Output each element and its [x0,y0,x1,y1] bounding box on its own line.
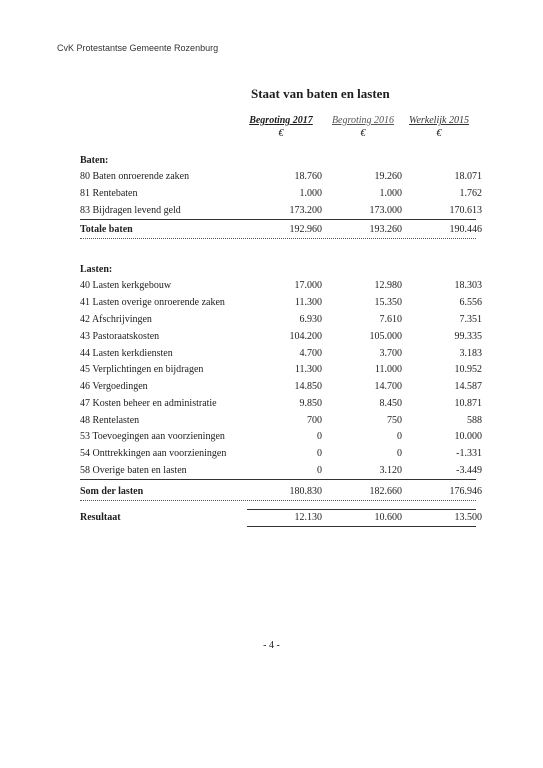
value-2015: -1.331 [456,448,482,459]
value-2015: 176.946 [449,486,482,497]
value-2015: 10.871 [454,398,482,409]
divider-line [80,479,476,480]
row-label: Som der lasten [80,486,144,497]
value-2015: 10.952 [454,364,482,375]
value-2017: 9.850 [299,398,322,409]
value-2017: 0 [317,465,322,476]
value-2017: 1.000 [299,188,322,199]
value-2017: 11.300 [294,364,322,375]
value-2016: 10.600 [374,512,402,523]
value-2017: 180.830 [289,486,322,497]
statement-title: Staat van baten en lasten [251,86,390,101]
value-2015: 14.587 [454,381,482,392]
value-2015: 190.446 [449,224,482,235]
value-2015: 99.335 [454,331,482,342]
value-2017: 192.960 [289,224,322,235]
row-label: 80 Baten onroerende zaken [80,171,190,182]
value-2017: 6.930 [299,314,322,325]
dotted-divider [80,238,476,239]
organization-header: CvK Protestantse Gemeente Rozenburg [57,43,219,53]
value-2016: 8.450 [379,398,402,409]
value-2016: 3.700 [379,348,402,359]
value-2017: 14.850 [294,381,322,392]
value-2015: -3.449 [456,465,482,476]
value-2017: 104.200 [289,331,322,342]
row-label: 58 Overige baten en lasten [80,465,187,476]
value-2016: 0 [397,431,402,442]
value-2017: 4.700 [299,348,322,359]
column-header-werkelijk-2015: Werkelijk 2015 [409,115,469,126]
table-row [0,431,543,445]
total-row-baten [0,224,543,238]
dotted-divider [80,500,476,501]
table-row [0,280,543,294]
value-2017: 0 [317,431,322,442]
table-row [0,331,543,345]
currency-symbol: € [360,128,366,139]
value-2016: 182.660 [369,486,402,497]
table-row [0,171,543,185]
row-label: 41 Lasten overige onroerende zaken [80,297,225,308]
row-label: 40 Lasten kerkgebouw [80,280,172,291]
value-2016: 14.700 [374,381,402,392]
row-label: Totale baten [80,224,133,235]
value-2015: 18.303 [454,280,482,291]
divider-line [80,219,476,220]
row-label: 45 Verplichtingen en bijdragen [80,364,204,375]
row-label: 47 Kosten beheer en administratie [80,398,217,409]
table-row [0,205,543,219]
table-row [0,415,543,429]
section-title-baten: Baten: [80,155,109,166]
value-2015: 7.351 [459,314,482,325]
total-row-lasten [0,486,543,500]
value-2015: 1.762 [459,188,482,199]
value-2017: 0 [317,448,322,459]
value-2016: 11.000 [374,364,402,375]
result-row [0,512,543,526]
column-header-begroting-2016: Begroting 2016 [331,115,395,126]
value-2017: 12.130 [294,512,322,523]
table-row [0,364,543,378]
value-2015: 588 [467,415,482,426]
row-label: Resultaat [80,512,121,523]
value-2015: 170.613 [449,205,482,216]
table-row [0,398,543,412]
value-2016: 173.000 [369,205,402,216]
row-label: 83 Bijdragen levend geld [80,205,181,216]
value-2016: 193.260 [369,224,402,235]
value-2015: 10.000 [454,431,482,442]
value-2017: 17.000 [294,280,322,291]
table-row [0,465,543,479]
value-2017: 173.200 [289,205,322,216]
row-label: 81 Rentebaten [80,188,138,199]
table-row [0,188,543,202]
row-label: 42 Afschrijvingen [80,314,152,325]
value-2015: 13.500 [454,512,482,523]
value-2016: 105.000 [369,331,402,342]
value-2016: 15.350 [374,297,402,308]
value-2016: 19.260 [374,171,402,182]
row-label: 54 Onttrekkingen aan voorzieningen [80,448,227,459]
value-2016: 12.980 [374,280,402,291]
section-title-lasten: Lasten: [80,264,113,275]
value-2015: 18.071 [454,171,482,182]
page-number: - 4 - [263,640,280,651]
table-row [0,448,543,462]
row-label: 53 Toevoegingen aan voorzieningen [80,431,225,442]
value-2017: 11.300 [294,297,322,308]
double-line-top [247,509,476,510]
value-2017: 18.760 [294,171,322,182]
table-row [0,381,543,395]
value-2016: 750 [387,415,402,426]
row-label: 43 Pastoraatskosten [80,331,160,342]
table-row [0,297,543,311]
value-2015: 6.556 [459,297,482,308]
value-2016: 3.120 [379,465,402,476]
row-label: 46 Vergoedingen [80,381,148,392]
value-2016: 0 [397,448,402,459]
value-2017: 700 [307,415,322,426]
currency-symbol: € [436,128,442,139]
row-label: 44 Lasten kerkdiensten [80,348,173,359]
table-row [0,314,543,328]
value-2016: 1.000 [379,188,402,199]
value-2016: 7.610 [379,314,402,325]
column-header-begroting-2017: Begroting 2017 [249,115,313,126]
double-line-bottom [247,526,476,527]
value-2015: 3.183 [459,348,482,359]
table-row [0,348,543,362]
currency-symbol: € [278,128,284,139]
row-label: 48 Rentelasten [80,415,140,426]
